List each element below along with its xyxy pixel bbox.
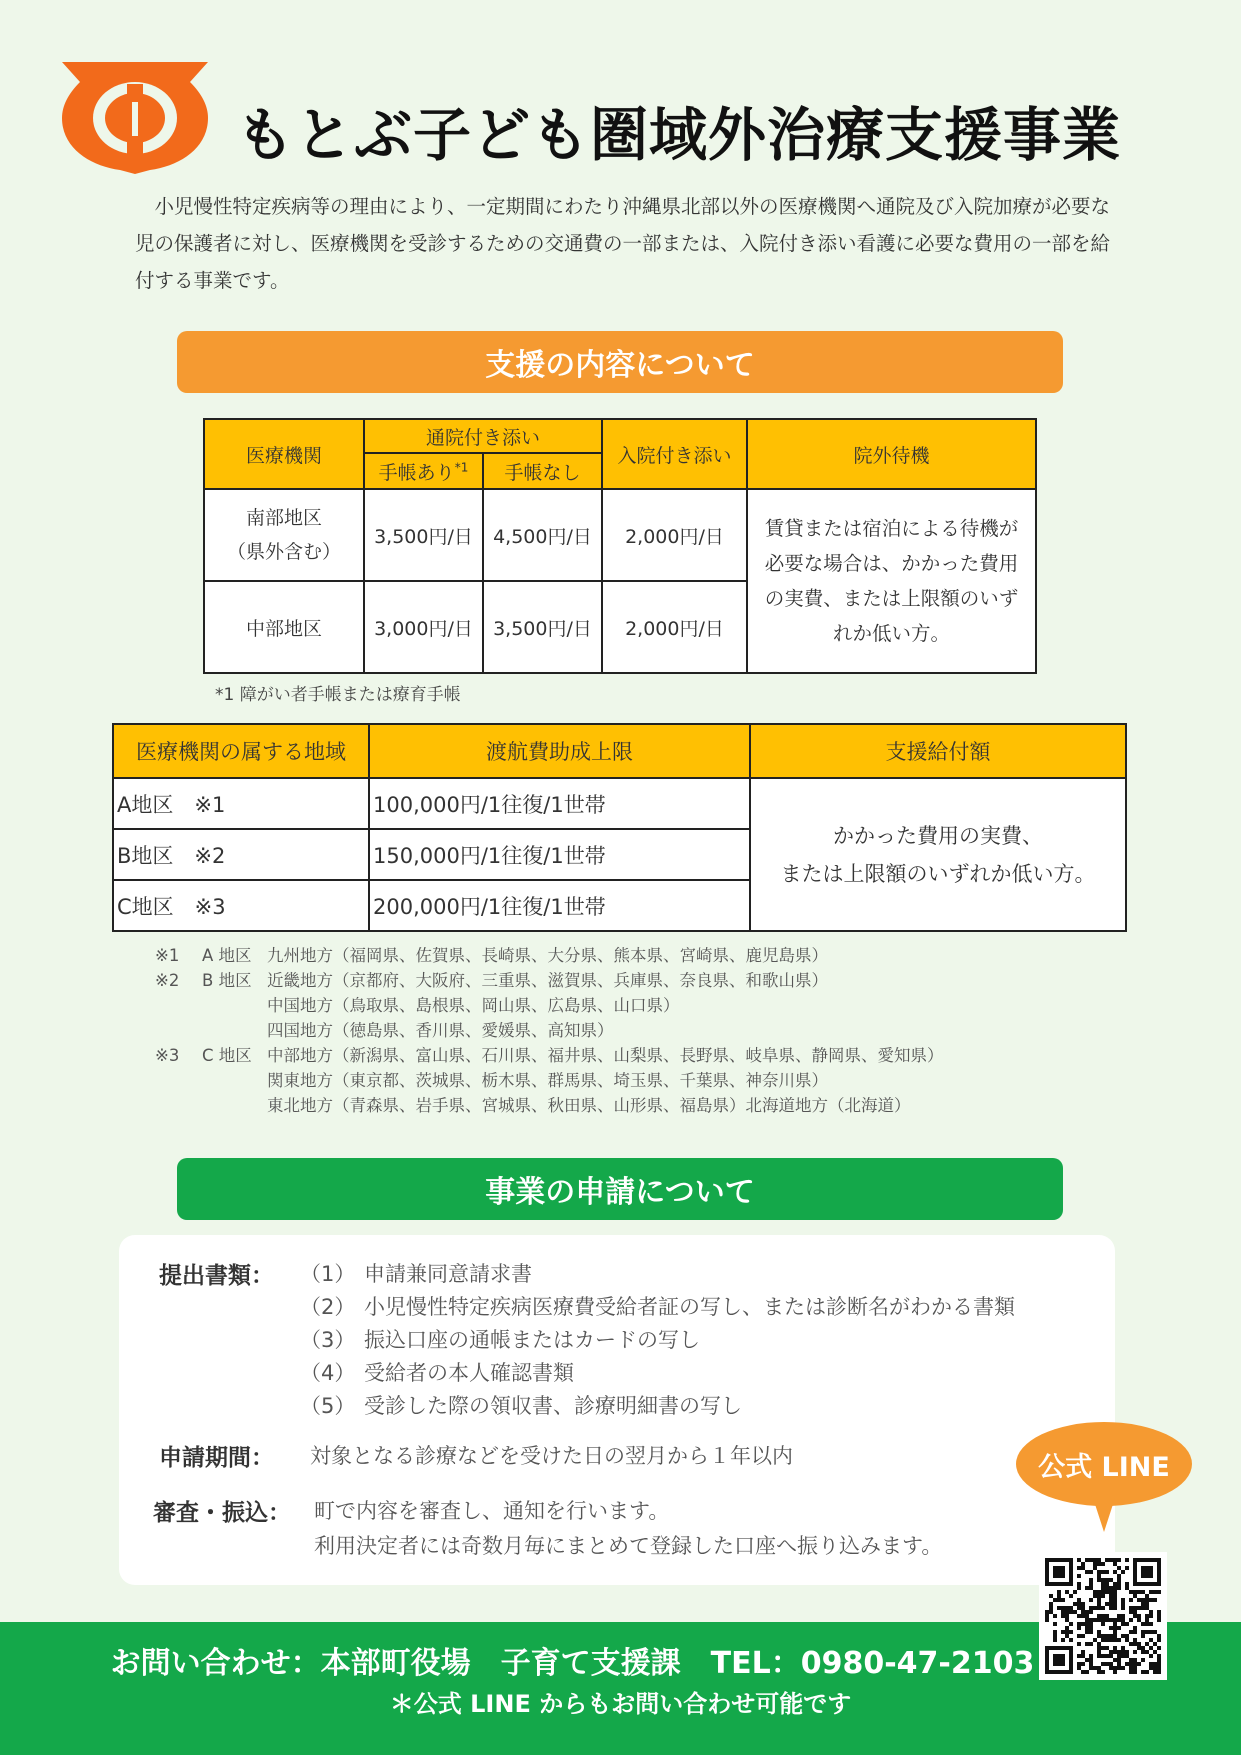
note-text: 中国地方（鳥取県、島根県、岡山県、広島県、山口県） (267, 996, 680, 1015)
period-text: 対象となる診療などを受けた日の翌月から１年以内 (310, 1444, 793, 1468)
doc-number: （5） (300, 1394, 356, 1418)
period-label: 申請期間： (159, 1445, 274, 1471)
south-without-book-rate: 4,500円/日 (483, 489, 602, 581)
amount-description (750, 778, 1126, 931)
note-mark (155, 1068, 202, 1093)
list-item (300, 1324, 700, 1354)
central-inpatient-rate: 2,000円/日 (602, 581, 747, 673)
region-cell: B地区 ※2 (113, 829, 369, 880)
note-text: 近畿地方（京都府、大阪府、三重県、滋賀県、兵庫県、奈良県、和歌山県） (267, 971, 828, 990)
line-qr-code[interactable] (1039, 1552, 1167, 1680)
note-area (202, 1018, 267, 1043)
south-area-name: 南部地区 (245, 507, 322, 529)
south-with-book-rate: 3,500円/日 (364, 489, 483, 581)
note-mark (155, 1018, 202, 1043)
qr-finder-pattern (1047, 1560, 1071, 1584)
doc-text: 振込口座の通帳またはカードの写し (364, 1328, 700, 1352)
note-text: 中部地方（新潟県、富山県、石川県、福井県、山梨県、長野県、岐阜県、静岡県、愛知県） (267, 1046, 944, 1065)
doc-number: （2） (300, 1295, 356, 1319)
review-line-2: 利用決定者には奇数月毎にまとめて登録した口座へ振り込みます。 (314, 1534, 943, 1558)
note-mark (155, 1093, 202, 1118)
note-text: 四国地方（徳島県、香川県、愛媛県、高知県） (267, 1021, 614, 1040)
list-item (155, 1093, 944, 1118)
line-badge: 公式 LINE (1016, 1422, 1192, 1506)
note-area (202, 993, 267, 1018)
limit-cell: 100,000円/1往復/1世帯 (369, 778, 750, 829)
waiting-description: 賃貸または宿泊による待機が必要な場合は、かかった費用の実費、または上限額のいずれか低い方。 (747, 489, 1036, 673)
header-region: 医療機関の属する地域 (113, 724, 369, 778)
amount-line-2: または上限額のいずれか低い方。 (780, 861, 1096, 886)
travel-cost-table (112, 723, 1127, 932)
documents-label: 提出書類： (159, 1263, 274, 1289)
central-with-book-rate: 3,000円/日 (364, 581, 483, 673)
list-item (300, 1357, 574, 1387)
south-area-note: （県外含む） (226, 541, 341, 563)
doc-text: 小児慢性特定疾病医療費受給者証の写し、または診断名がわかる書類 (364, 1295, 1015, 1319)
qr-finder-pattern (1047, 1648, 1071, 1672)
support-section-heading: 支援の内容について (177, 331, 1063, 393)
region-cell: C地区 ※3 (113, 880, 369, 931)
table-footnote: *1 障がい者手帳または療育手帳 (215, 685, 461, 705)
doc-text: 受診した際の領収書、診療明細書の写し (364, 1394, 742, 1418)
list-item (155, 993, 944, 1018)
header-with-book-label: 手帳あり (378, 461, 455, 484)
south-inpatient-rate: 2,000円/日 (602, 489, 747, 581)
list-item (155, 943, 944, 968)
region-cell: A地区 ※1 (113, 778, 369, 829)
list-item (155, 1043, 944, 1068)
intro-paragraph (135, 188, 1115, 299)
note-area: C 地区 (202, 1046, 252, 1065)
support-rate-table (203, 418, 1037, 674)
row-south-area (204, 489, 364, 581)
line-contact-note: ＊公式 LINE からもお問い合わせ可能です (389, 1690, 852, 1718)
doc-text: 申請兼同意請求書 (364, 1262, 532, 1286)
application-panel (119, 1235, 1115, 1585)
note-mark: ※2 (155, 971, 180, 990)
contact-info: お問い合わせ：本部町役場 子育て支援課 TEL：0980-47-2103 (110, 1646, 1035, 1681)
note-area (202, 1068, 267, 1093)
town-emblem-logo (62, 62, 208, 174)
central-area-name: 中部地区 (204, 581, 364, 673)
line-badge-tail (1093, 1498, 1115, 1532)
list-item (155, 968, 944, 993)
doc-number: （3） (300, 1328, 356, 1352)
note-mark: ※3 (155, 1046, 180, 1065)
note-area: A 地区 (202, 946, 252, 965)
note-mark: ※1 (155, 946, 180, 965)
list-item (155, 1018, 944, 1043)
review-label: 審査・振込： (153, 1500, 291, 1526)
header-with-book (364, 453, 483, 489)
region-notes (155, 943, 944, 1118)
header-inpatient: 入院付き添い (602, 419, 747, 489)
application-section-heading: 事業の申請について (177, 1158, 1063, 1220)
limit-cell: 150,000円/1往復/1世帯 (369, 829, 750, 880)
review-line-1: 町で内容を審査し、通知を行います。 (314, 1499, 670, 1523)
note-area (202, 1093, 267, 1118)
limit-cell: 200,000円/1往復/1世帯 (369, 880, 750, 931)
list-item (300, 1390, 742, 1420)
table-row (113, 778, 1126, 829)
note-area: B 地区 (202, 971, 252, 990)
header-waiting: 院外待機 (747, 419, 1036, 489)
intro-text: 小児慢性特定疾病等の理由により、一定期間にわたり沖縄県北部以外の医療機関へ通院及び入院加療が必要な児の保護者に対し、医療機関を受診するための交通費の一部または、入院付き添い看護に必要な費用の一部を給付する事業です。 (135, 195, 1111, 292)
central-without-book-rate: 3,500円/日 (483, 581, 602, 673)
header-limit: 渡航費助成上限 (369, 724, 750, 778)
note-text: 東北地方（青森県、岩手県、宮城県、秋田県、山形県、福島県）北海道地方（北海道） (267, 1096, 911, 1115)
note-text: 関東地方（東京都、茨城県、栃木県、群馬県、埼玉県、千葉県、神奈川県） (267, 1071, 828, 1090)
note-text: 九州地方（福岡県、佐賀県、長崎県、大分県、熊本県、宮崎県、鹿児島県） (267, 946, 828, 965)
amount-line-1: かかった費用の実費、 (833, 823, 1043, 848)
doc-number: （1） (300, 1262, 356, 1286)
header-with-book-sup: *1 (454, 460, 469, 475)
header-amount: 支援給付額 (750, 724, 1126, 778)
header-outpatient: 通院付き添い (364, 419, 602, 453)
list-item (155, 1068, 944, 1093)
list-item (300, 1258, 532, 1288)
note-mark (155, 993, 202, 1018)
qr-finder-pattern (1135, 1560, 1159, 1584)
list-item (300, 1291, 1015, 1321)
doc-number: （4） (300, 1361, 356, 1385)
page-title: もとぶ子ども圏域外治療支援事業 (236, 101, 1122, 169)
doc-text: 受給者の本人確認書類 (364, 1361, 574, 1385)
header-institution: 医療機関 (204, 419, 364, 489)
header-without-book: 手帳なし (483, 453, 602, 489)
